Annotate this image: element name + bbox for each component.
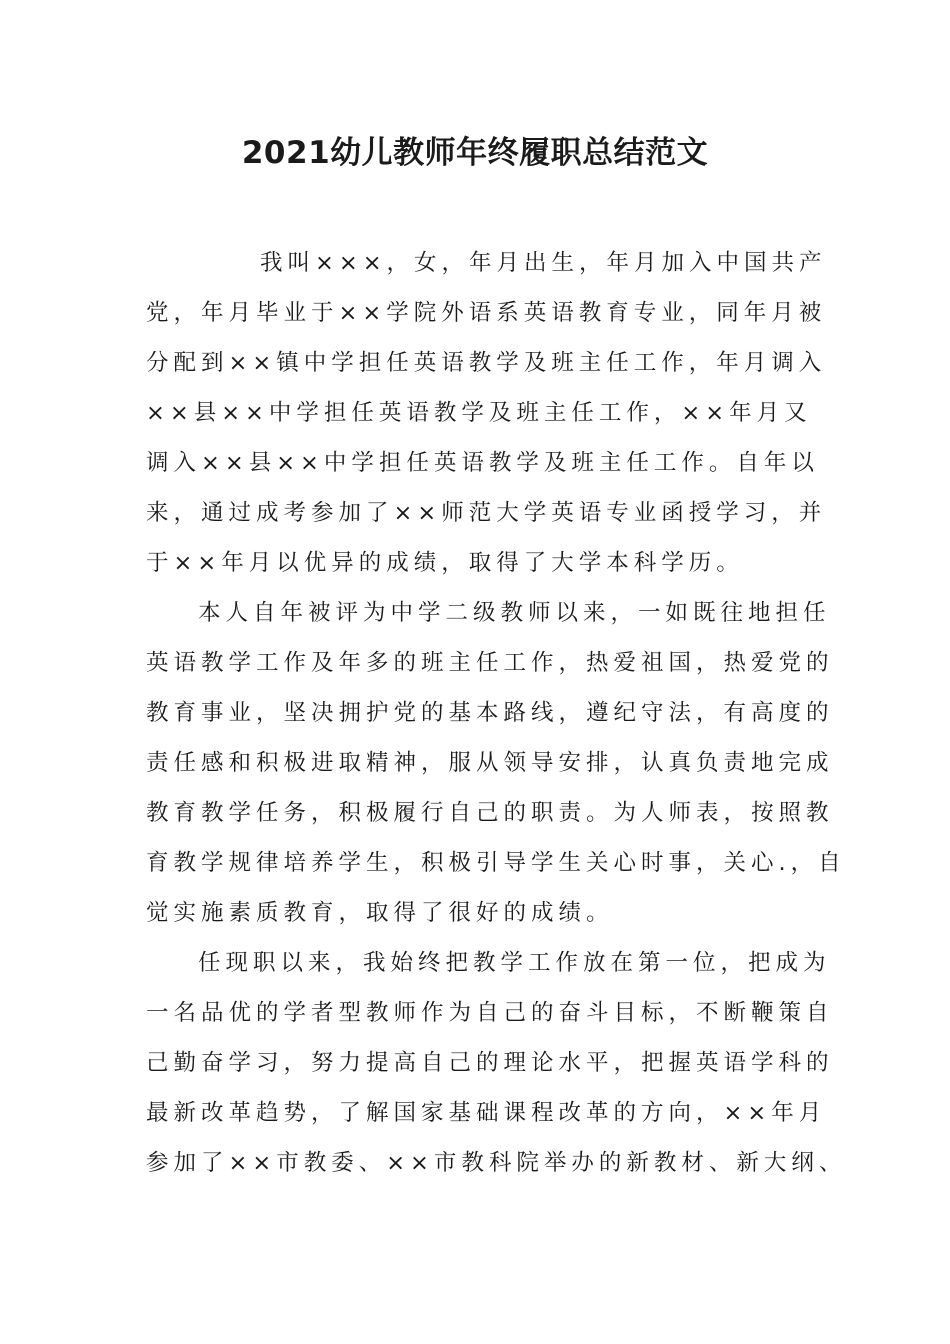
document-title: 2021幼儿教师年终履职总结范文 [241,135,709,171]
paragraph-1 [146,238,827,588]
text-line: 育教学规律培养学生，积极引导学生关心时事，关心.，自 [146,850,846,876]
text-line: 一名品优的学者型教师作为自己的奋斗目标，不断鞭策自 [146,1000,834,1026]
text-line: 责任感和积极进取精神，服从领导安排，认真负责地完成 [146,750,834,776]
text-line: 于××年月以优异的成绩，取得了大学本科学历。 [146,550,744,576]
paragraph-2 [146,588,846,938]
text-line: 任现职以来，我始终把教学工作放在第一位，把成为 [198,950,831,976]
text-line: 己勤奋学习，努力提高自己的理论水平，把握英语学科的 [146,1050,834,1076]
text-line: 我叫×××，女，年月出生，年月加入中国共产 [260,250,827,276]
text-line: 本人自年被评为中学二级教师以来，一如既往地担任 [198,600,831,626]
text-line: 来，通过成考参加了××师范大学英语专业函授学习，并 [146,500,827,526]
text-line: 党，年月毕业于××学院外语系英语教育专业，同年月被 [146,300,827,326]
text-line: 英语教学工作及年多的班主任工作，热爱祖国，热爱党的 [146,650,834,676]
text-line: 教育事业，坚决拥护党的基本路线，遵纪守法，有高度的 [146,700,834,726]
text-line: 最新改革趋势，了解国家基础课程改革的方向，××年月 [146,1100,827,1126]
paragraph-3 [146,938,847,1188]
text-line: 分配到××镇中学担任英语教学及班主任工作，年月调入 [146,350,827,376]
text-line: 教育教学任务，积极履行自己的职责。为人师表，按照教 [146,800,834,826]
text-line: 觉实施素质教育，取得了很好的成绩。 [146,900,614,926]
document-body [146,238,847,1188]
text-line: 参加了××市教委、××市教科院举办的新教材、新大纲、 [146,1150,847,1176]
text-line: ××县××中学担任英语教学及班主任工作，××年月又 [146,400,812,426]
text-line: 调入××县××中学担任英语教学及班主任工作。自年以 [146,450,819,476]
